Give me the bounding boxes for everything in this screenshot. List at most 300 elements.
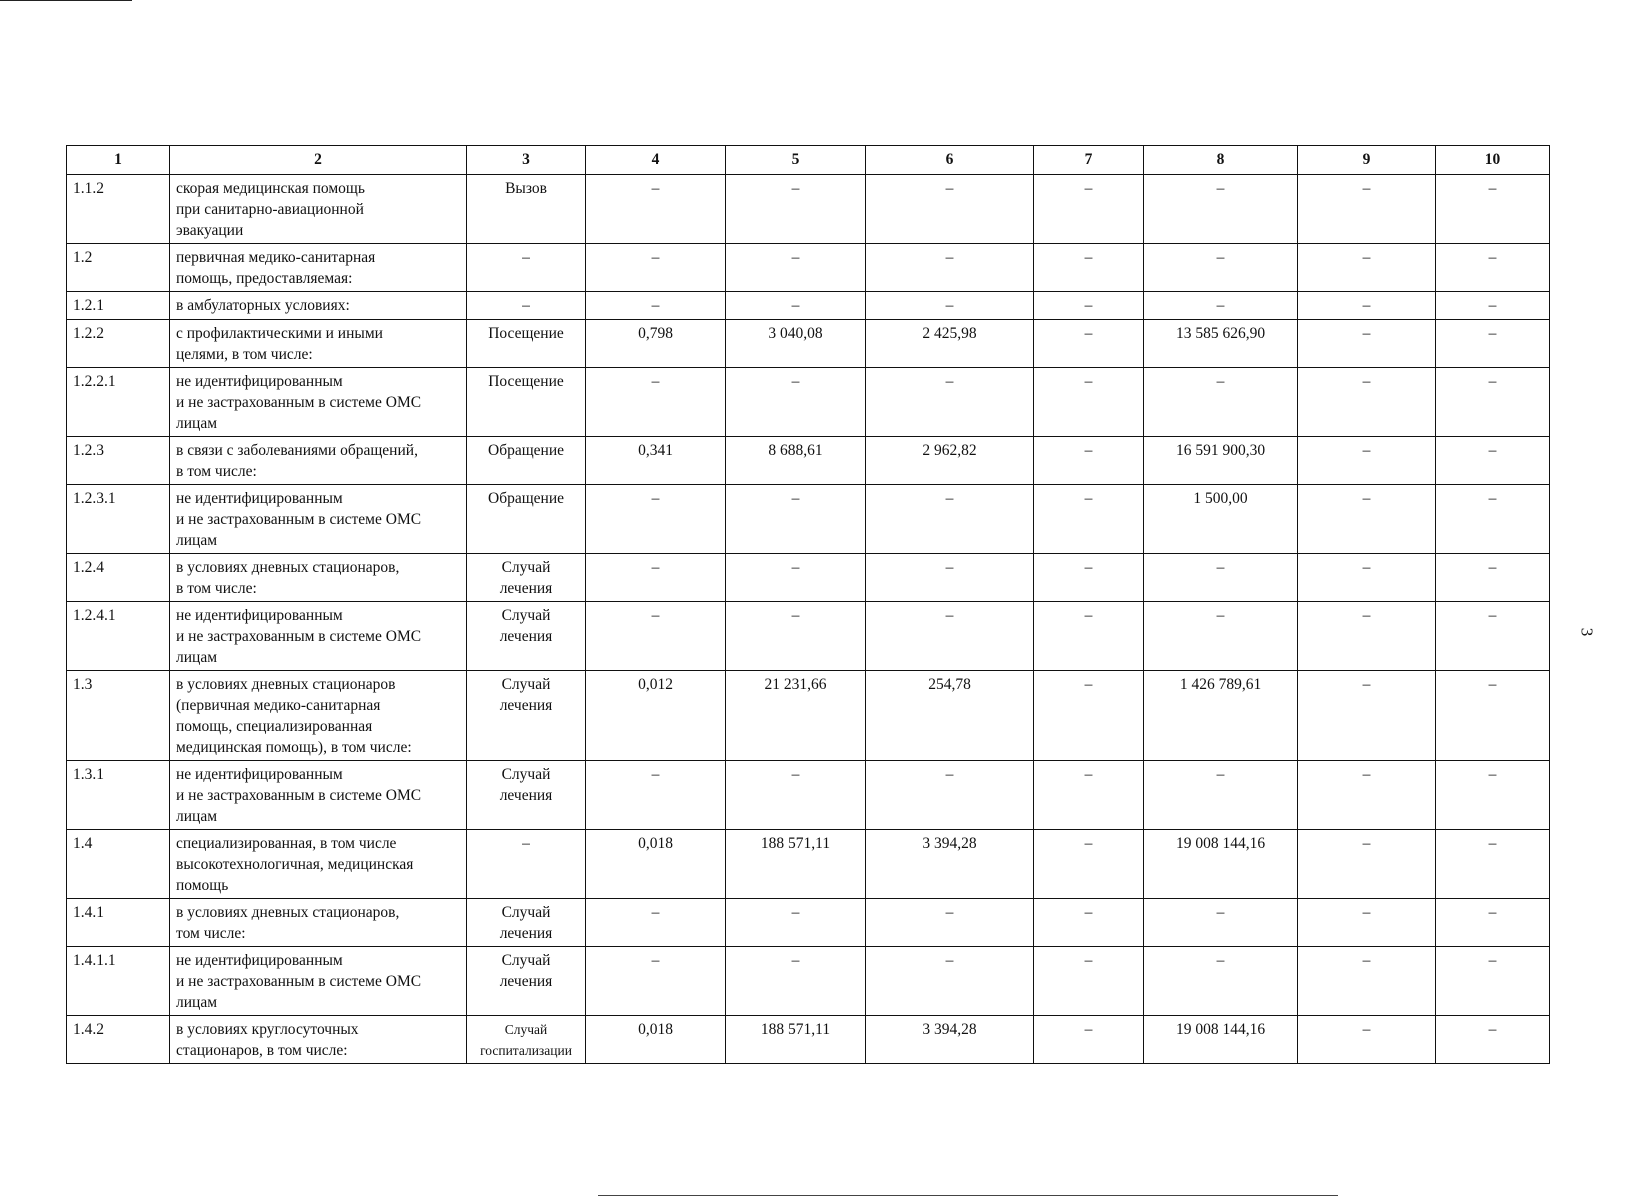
cell-unit: [467, 899, 586, 947]
cell-col-7-text: –: [1084, 607, 1093, 624]
cell-col-9: [1298, 175, 1436, 244]
cell-unit-text: Случай лечения: [499, 904, 553, 942]
cell-col-8: [1144, 244, 1298, 292]
cell-col-6-text: 3 394,28: [922, 1021, 977, 1038]
cell-col-4: [586, 671, 726, 761]
cell-col-5: [726, 244, 866, 292]
cell-unit: [467, 368, 586, 437]
cell-unit: [467, 947, 586, 1016]
cell-col-6-text: –: [945, 490, 954, 507]
cell-col-10: [1436, 437, 1550, 485]
cell-col-4: [586, 292, 726, 320]
cell-number-text: 1.2.3: [73, 442, 104, 459]
table-row: [67, 899, 1550, 947]
cell-description: [170, 554, 467, 602]
cell-col-7: [1034, 320, 1144, 368]
cell-col-7-text: –: [1084, 676, 1093, 693]
cell-col-9-text: –: [1362, 766, 1371, 783]
cell-description: [170, 292, 467, 320]
cell-col-7-text: –: [1084, 373, 1093, 390]
cell-col-9-text: –: [1362, 373, 1371, 390]
cell-col-5: [726, 1016, 866, 1064]
cell-col-9-text: –: [1362, 904, 1371, 921]
cell-col-7-text: –: [1084, 766, 1093, 783]
cell-col-7: [1034, 244, 1144, 292]
cell-col-7: [1034, 437, 1144, 485]
cell-description-text: с профилактическими и иными целями, в том числе:: [176, 325, 383, 363]
cell-col-9-text: –: [1362, 952, 1371, 969]
cell-col-5-text: –: [791, 490, 800, 507]
cell-unit: [467, 554, 586, 602]
cell-col-5: [726, 602, 866, 671]
cell-col-6: [866, 368, 1034, 437]
cell-number: [67, 244, 170, 292]
cell-col-7: [1034, 761, 1144, 830]
cell-col-6: [866, 671, 1034, 761]
cell-col-9-text: –: [1362, 297, 1371, 314]
cell-col-8: [1144, 437, 1298, 485]
cell-col-10: [1436, 899, 1550, 947]
cell-col-9: [1298, 602, 1436, 671]
cell-col-7-text: –: [1084, 297, 1093, 314]
cell-col-10-text: –: [1488, 373, 1497, 390]
cell-col-5-text: 21 231,66: [764, 676, 827, 693]
table-row: [67, 761, 1550, 830]
cell-col-6: [866, 175, 1034, 244]
cell-col-4-text: –: [651, 180, 660, 197]
cell-description: [170, 602, 467, 671]
table-row: [67, 554, 1550, 602]
header-cell-2: 2: [170, 146, 467, 175]
cell-col-10-text: –: [1488, 607, 1497, 624]
cell-number: [67, 485, 170, 554]
cell-col-10: [1436, 947, 1550, 1016]
cell-description: [170, 175, 467, 244]
cell-col-10: [1436, 320, 1550, 368]
table-body: [67, 175, 1550, 1064]
cell-description-text: не идентифицированным и не застрахованным в системе ОМС лицам: [176, 952, 422, 1011]
cell-col-5-text: –: [791, 559, 800, 576]
cell-col-10-text: –: [1488, 904, 1497, 921]
cell-col-6-text: –: [945, 952, 954, 969]
cell-number: [67, 554, 170, 602]
cell-col-4-text: –: [651, 373, 660, 390]
cell-col-4-text: –: [651, 297, 660, 314]
cell-col-8-text: –: [1216, 559, 1225, 576]
cell-col-6-text: 3 394,28: [922, 835, 977, 852]
cell-col-4: [586, 947, 726, 1016]
cell-col-9: [1298, 244, 1436, 292]
cell-col-9: [1298, 292, 1436, 320]
header-cell-1: 1: [67, 146, 170, 175]
cell-col-6: [866, 437, 1034, 485]
cell-col-6-text: –: [945, 373, 954, 390]
cell-col-10: [1436, 602, 1550, 671]
table-row: [67, 320, 1550, 368]
cell-col-9: [1298, 761, 1436, 830]
cell-col-6-text: –: [945, 607, 954, 624]
cell-col-7-text: –: [1084, 952, 1093, 969]
cell-unit: [467, 602, 586, 671]
table-row: [67, 368, 1550, 437]
cell-description-text: в условиях дневных стационаров (первичная медико-санитарная помощь, специализированная медицинская помощь), в том числе:: [176, 676, 412, 756]
cell-col-5: [726, 320, 866, 368]
cell-col-10: [1436, 368, 1550, 437]
data-table: [66, 145, 1550, 1064]
cell-col-6: [866, 244, 1034, 292]
cell-col-7-text: –: [1084, 325, 1093, 342]
cell-number-text: 1.4.2: [73, 1021, 104, 1038]
cell-col-7: [1034, 602, 1144, 671]
cell-col-8-text: –: [1216, 607, 1225, 624]
cell-unit-text: Обращение: [488, 490, 564, 507]
cell-number-text: 1.2.2: [73, 325, 104, 342]
cell-unit: [467, 320, 586, 368]
cell-col-5: [726, 485, 866, 554]
cell-col-8: [1144, 485, 1298, 554]
cell-col-8-text: –: [1216, 904, 1225, 921]
cell-col-6-text: –: [945, 904, 954, 921]
cell-col-7-text: –: [1084, 1021, 1093, 1038]
cell-col-8: [1144, 947, 1298, 1016]
cell-col-5-text: 8 688,61: [768, 442, 823, 459]
cell-col-6-text: –: [945, 249, 954, 266]
cell-col-4-text: –: [651, 766, 660, 783]
cell-col-5: [726, 761, 866, 830]
cell-unit-text: –: [522, 835, 530, 852]
cell-unit: [467, 830, 586, 899]
cell-number-text: 1.2.2.1: [73, 373, 116, 390]
cell-col-4-text: 0,018: [638, 835, 673, 852]
cell-col-9: [1298, 671, 1436, 761]
cell-col-9-text: –: [1362, 180, 1371, 197]
cell-col-4: [586, 554, 726, 602]
cell-col-5-text: –: [791, 249, 800, 266]
cell-unit: [467, 175, 586, 244]
cell-col-10: [1436, 554, 1550, 602]
cell-col-9-text: –: [1362, 607, 1371, 624]
cell-col-7: [1034, 554, 1144, 602]
cell-col-10-text: –: [1488, 325, 1497, 342]
cell-col-9: [1298, 830, 1436, 899]
cell-col-6: [866, 554, 1034, 602]
cell-col-8-text: 16 591 900,30: [1175, 442, 1266, 459]
cell-description: [170, 244, 467, 292]
header-cell-3: 3: [467, 146, 586, 175]
cell-unit-text: –: [522, 249, 530, 266]
cell-col-9: [1298, 485, 1436, 554]
table-row: [67, 830, 1550, 899]
cell-col-6-text: –: [945, 297, 954, 314]
cell-col-8-text: 1 500,00: [1193, 490, 1248, 507]
page-bottom-line: [598, 1195, 1338, 1196]
cell-unit: [467, 485, 586, 554]
cell-col-6: [866, 761, 1034, 830]
cell-col-6-text: 254,78: [928, 676, 971, 693]
cell-col-4: [586, 244, 726, 292]
cell-description: [170, 671, 467, 761]
cell-col-5: [726, 671, 866, 761]
cell-col-7: [1034, 175, 1144, 244]
cell-number: [67, 175, 170, 244]
table-header: [67, 146, 1550, 175]
cell-number-text: 1.2: [73, 249, 93, 266]
cell-col-4: [586, 830, 726, 899]
cell-col-8-text: 1 426 789,61: [1179, 676, 1262, 693]
cell-col-10-text: –: [1488, 676, 1497, 693]
cell-col-10: [1436, 292, 1550, 320]
cell-col-4-text: –: [651, 490, 660, 507]
cell-description-text: в связи с заболеваниями обращений, в том числе:: [176, 442, 418, 480]
cell-col-5: [726, 437, 866, 485]
cell-number-text: 1.1.2: [73, 180, 104, 197]
cell-col-8-text: 19 008 144,16: [1175, 835, 1266, 852]
cell-col-9-text: –: [1362, 559, 1371, 576]
cell-col-5: [726, 368, 866, 437]
cell-col-4-text: –: [651, 904, 660, 921]
cell-col-8: [1144, 292, 1298, 320]
cell-unit: [467, 437, 586, 485]
cell-col-8: [1144, 1016, 1298, 1064]
cell-col-10-text: –: [1488, 1021, 1497, 1038]
cell-col-8-text: –: [1216, 952, 1225, 969]
cell-description-text: скорая медицинская помощь при санитарно-авиационной эвакуации: [176, 180, 365, 239]
cell-col-10-text: –: [1488, 180, 1497, 197]
cell-number: [67, 947, 170, 1016]
cell-col-8-text: –: [1216, 180, 1225, 197]
table-container: [66, 145, 1550, 1064]
cell-col-8: [1144, 368, 1298, 437]
cell-col-8-text: 19 008 144,16: [1175, 1021, 1266, 1038]
cell-col-6-text: 2 425,98: [922, 325, 977, 342]
cell-col-7: [1034, 671, 1144, 761]
cell-col-5: [726, 899, 866, 947]
cell-description: [170, 320, 467, 368]
table-row: [67, 1016, 1550, 1064]
cell-col-9: [1298, 554, 1436, 602]
cell-col-8: [1144, 671, 1298, 761]
cell-number-text: 1.4.1.1: [73, 952, 116, 969]
cell-unit-text: Случай лечения: [499, 766, 553, 804]
cell-description-text: не идентифицированным и не застрахованным в системе ОМС лицам: [176, 607, 422, 666]
cell-col-10-text: –: [1488, 766, 1497, 783]
cell-unit-text: Обращение: [488, 442, 564, 459]
header-cell-5: 5: [726, 146, 866, 175]
cell-number: [67, 671, 170, 761]
cell-col-4-text: –: [651, 559, 660, 576]
header-cell-4: 4: [586, 146, 726, 175]
cell-description: [170, 761, 467, 830]
cell-unit-text: –: [522, 297, 530, 314]
cell-col-9: [1298, 1016, 1436, 1064]
header-row: [67, 146, 1550, 175]
cell-description-text: не идентифицированным и не застрахованным в системе ОМС лицам: [176, 766, 422, 825]
cell-number-text: 1.2.3.1: [73, 490, 116, 507]
cell-col-6: [866, 292, 1034, 320]
cell-col-7-text: –: [1084, 559, 1093, 576]
table-row: [67, 292, 1550, 320]
cell-col-5-text: –: [791, 904, 800, 921]
cell-unit: [467, 761, 586, 830]
cell-col-7: [1034, 292, 1144, 320]
cell-col-10: [1436, 830, 1550, 899]
cell-col-9: [1298, 899, 1436, 947]
cell-col-10-text: –: [1488, 835, 1497, 852]
cell-col-5-text: –: [791, 952, 800, 969]
cell-col-4-text: 0,341: [638, 442, 673, 459]
cell-col-6: [866, 830, 1034, 899]
cell-unit-text: Случай лечения: [499, 952, 553, 990]
cell-col-4-text: 0,018: [638, 1021, 673, 1038]
cell-col-8: [1144, 554, 1298, 602]
cell-col-10-text: –: [1488, 490, 1497, 507]
table-row: [67, 671, 1550, 761]
cell-description-text: специализированная, в том числе высокотехнологичная, медицинская помощь: [176, 835, 414, 894]
cell-description-text: в условиях круглосуточных стационаров, в том числе:: [176, 1021, 359, 1059]
cell-number: [67, 437, 170, 485]
cell-col-4: [586, 320, 726, 368]
cell-col-5: [726, 830, 866, 899]
cell-col-7-text: –: [1084, 490, 1093, 507]
cell-col-6: [866, 1016, 1034, 1064]
cell-col-9-text: –: [1362, 325, 1371, 342]
cell-col-6-text: –: [945, 766, 954, 783]
cell-unit: [467, 1016, 586, 1064]
table-row: [67, 175, 1550, 244]
cell-description-text: в амбулаторных условиях:: [176, 297, 350, 314]
cell-col-5-text: 3 040,08: [768, 325, 823, 342]
cell-col-4: [586, 368, 726, 437]
cell-col-10: [1436, 761, 1550, 830]
table-row: [67, 244, 1550, 292]
cell-col-5: [726, 947, 866, 1016]
cell-col-10-text: –: [1488, 952, 1497, 969]
cell-col-6: [866, 485, 1034, 554]
cell-col-8: [1144, 320, 1298, 368]
cell-col-10: [1436, 244, 1550, 292]
cell-col-4-text: 0,012: [638, 676, 673, 693]
cell-col-6-text: –: [945, 559, 954, 576]
cell-number-text: 1.3: [73, 676, 93, 693]
cell-col-8: [1144, 761, 1298, 830]
cell-number-text: 1.4.1: [73, 904, 104, 921]
cell-unit-text: Случай лечения: [499, 676, 553, 714]
cell-col-10: [1436, 1016, 1550, 1064]
cell-col-10: [1436, 671, 1550, 761]
cell-col-10-text: –: [1488, 249, 1497, 266]
cell-col-7: [1034, 1016, 1144, 1064]
cell-col-6: [866, 899, 1034, 947]
cell-col-6: [866, 602, 1034, 671]
cell-unit-text: Случай лечения: [499, 559, 553, 597]
header-cell-6: 6: [866, 146, 1034, 175]
cell-col-10-text: –: [1488, 442, 1497, 459]
cell-unit: [467, 671, 586, 761]
cell-col-9: [1298, 947, 1436, 1016]
header-cell-8: 8: [1144, 146, 1298, 175]
cell-unit-text: Вызов: [505, 180, 547, 197]
cell-col-8-text: –: [1216, 297, 1225, 314]
cell-col-9: [1298, 320, 1436, 368]
cell-number: [67, 1016, 170, 1064]
cell-col-9-text: –: [1362, 676, 1371, 693]
cell-col-8-text: –: [1216, 249, 1225, 266]
cell-number-text: 1.2.1: [73, 297, 104, 314]
cell-number: [67, 830, 170, 899]
cell-col-8: [1144, 830, 1298, 899]
cell-col-8-text: 13 585 626,90: [1175, 325, 1266, 342]
cell-col-5-text: –: [791, 180, 800, 197]
cell-col-7-text: –: [1084, 180, 1093, 197]
cell-description-text: в условиях дневных стационаров, в том числе:: [176, 559, 400, 597]
cell-description-text: первичная медико-санитарная помощь, предоставляемая:: [176, 249, 376, 287]
cell-description: [170, 485, 467, 554]
cell-col-4-text: –: [651, 249, 660, 266]
cell-col-5-text: 188 571,11: [760, 835, 831, 852]
cell-unit-text: Случай госпитализации: [480, 1022, 572, 1058]
cell-col-8: [1144, 899, 1298, 947]
cell-col-4: [586, 485, 726, 554]
cell-col-8-text: –: [1216, 766, 1225, 783]
cell-unit-text: Посещение: [488, 325, 564, 342]
cell-number: [67, 761, 170, 830]
cell-col-7: [1034, 947, 1144, 1016]
cell-col-8: [1144, 602, 1298, 671]
cell-col-10-text: –: [1488, 559, 1497, 576]
header-cell-9: 9: [1298, 146, 1436, 175]
cell-col-8: [1144, 175, 1298, 244]
cell-col-5-text: 188 571,11: [760, 1021, 831, 1038]
cell-col-6-text: –: [945, 180, 954, 197]
cell-col-4-text: –: [651, 952, 660, 969]
cell-col-4: [586, 602, 726, 671]
cell-description: [170, 437, 467, 485]
cell-number: [67, 292, 170, 320]
cell-col-5-text: –: [791, 373, 800, 390]
cell-col-7: [1034, 830, 1144, 899]
cell-col-7-text: –: [1084, 249, 1093, 266]
cell-col-9: [1298, 368, 1436, 437]
cell-description: [170, 368, 467, 437]
cell-col-9-text: –: [1362, 490, 1371, 507]
cell-col-5-text: –: [791, 607, 800, 624]
cell-unit: [467, 244, 586, 292]
cell-description-text: не идентифицированным и не застрахованным в системе ОМС лицам: [176, 373, 422, 432]
cell-unit-text: Случай лечения: [499, 607, 553, 645]
table-row: [67, 437, 1550, 485]
cell-col-7-text: –: [1084, 904, 1093, 921]
table-row: [67, 485, 1550, 554]
page-number: 3: [1577, 627, 1597, 637]
cell-number: [67, 602, 170, 671]
cell-col-5: [726, 554, 866, 602]
cell-number-text: 1.3.1: [73, 766, 104, 783]
cell-number-text: 1.2.4.1: [73, 607, 116, 624]
page-top-mark-line: [0, 0, 132, 1]
cell-col-6-text: 2 962,82: [922, 442, 977, 459]
cell-col-5-text: –: [791, 766, 800, 783]
cell-col-4: [586, 175, 726, 244]
cell-col-9-text: –: [1362, 1021, 1371, 1038]
cell-description: [170, 947, 467, 1016]
table-row: [67, 602, 1550, 671]
cell-description: [170, 830, 467, 899]
cell-description: [170, 899, 467, 947]
table-row: [67, 947, 1550, 1016]
cell-description-text: не идентифицированным и не застрахованным в системе ОМС лицам: [176, 490, 422, 549]
cell-col-9-text: –: [1362, 835, 1371, 852]
cell-col-4: [586, 761, 726, 830]
